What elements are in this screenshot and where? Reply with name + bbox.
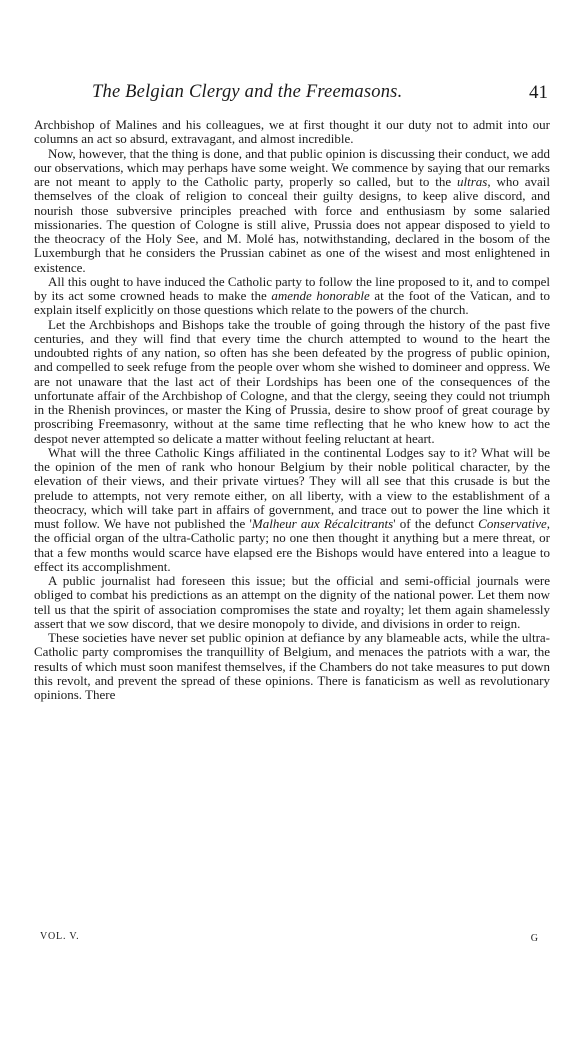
paragraph: A public journalist had foreseen this issue; but the official and semi-official journals were obliged to combat his predictions as an attempt on the dignity of the national power. Let them now tell us that the spirit of association compromises the state and royalty; let them again shamelessly assert that we sow discord, that we desire monopoly to divide, and divisions in order to reign. xyxy=(34,573,550,631)
page-number: 41 xyxy=(529,82,548,103)
paragraph: What will the three Catholic Kings affiliated in the continental Lodges say to it? What will be the opinion of the men of rank who honour Belgium by their noble political character, by the elevation of their views, and their private virtues? They will all see that this crusade is but the prelude to attempts, not very remote either, on all liberty, with a view to the establishment of a theocracy, which will take part in affairs of government, and trace out to power the line which it must follow. We have not published the 'Malheur aux Récalcitrants' of the defunct Conservative, the official organ of the ultra-Catholic party; no one then thought it anything but a mere threat, or that a few months would scarce have elapsed ere the Bishops would have entered into a league to effect its accomplishment. xyxy=(34,444,550,574)
signature-mark: G xyxy=(530,933,538,944)
volume-mark: VOL. V. xyxy=(40,931,80,942)
page-footer xyxy=(40,931,538,945)
body-text xyxy=(34,118,550,702)
running-head xyxy=(40,82,548,104)
paragraph: All this ought to have induced the Catholic party to follow the line proposed to it, and to compel by its act some crowned heads to make the amende honorable at the foot of the Vatican, and to explain itself explicitly on those questions which relate to the powers of the church. xyxy=(34,273,550,318)
running-title: The Belgian Clergy and the Freemasons. xyxy=(92,82,403,102)
paragraph: Archbishop of Malines and his colleagues, we at first thought it our duty not to admit into our columns an act so absurd, extravagant, and almost incredible. xyxy=(34,117,550,147)
paragraph: Let the Archbishops and Bishops take the trouble of going through the history of the past five centuries, and they will find that every time the church attempted to wound to the heart the undoubted rights of any nation, so often has she been defeated by the progress of public opinion, and compelled to seek refuge from the people over whom she wished to domineer and oppress. We are not unaware that the last act of their Lordships has been one of the consequences of the unfortunate affair of the Archbishop of Cologne, and that the clergy, seeing they could not triumph in the Rhenish provinces, or master the King of Prussia, desire to show proof of great courage by proscribing Freemasonry, without at the same time reflecting that he who knew how to act the despot never attempted so delicate a matter without feeling reluctant at heart. xyxy=(34,316,550,446)
paragraph: These societies have never set public opinion at defiance by any blameable acts, while the ultra-Catholic party compromises the tranquillity of Belgium, and menaces the patriots with a war, the results of which must soon manifest themselves, if the Chambers do not take measures to put down this revolt, and prevent the spread of these opinions. There is fanaticism as well as revolutionary opinions. There xyxy=(34,630,550,702)
paragraph: Now, however, that the thing is done, and that public opinion is discussing their conduct, we add our observations, which may perhaps have some weight. We commence by saying that our remarks are not meant to apply to the Catholic party, properly so called, but to the ultras, who avail themselves of the cloak of religion to conceal their guilty designs, to keep alive discord, and nourish those subversive principles preached with force and enthusiasm by some salaried missionaries. The question of Cologne is still alive, Prussia does not appear disposed to yield to the theocracy of the Holy See, and M. Molé has, notwithstanding, declared in the bosom of the Luxemburgh that he considers the Prussian cabinet as one of the wisest and most enlightened in existence. xyxy=(34,145,550,275)
